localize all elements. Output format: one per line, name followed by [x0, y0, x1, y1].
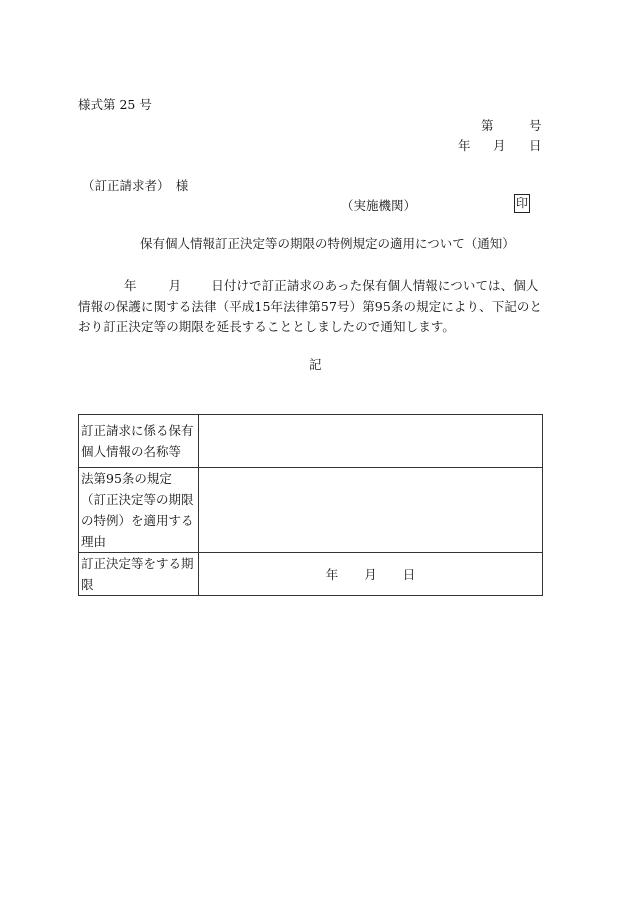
row-value: [199, 415, 543, 468]
body-text: 日付けで訂正請求のあった保有個人情報については、個人情報の保護に関する法律（平成15年法律第57号）第95条の規定により、下記のとおり訂正決定等の期限を延長することとしましたので通知します。: [78, 278, 543, 334]
issue-date-day: 日: [529, 138, 542, 153]
table-row: [79, 553, 543, 596]
doc-number-suffix: 号: [529, 118, 542, 133]
row-label: 訂正請求に係る保有個人情報の名称等: [79, 415, 199, 468]
row-value: [199, 468, 543, 553]
document-title: 保有個人情報訂正決定等の期限の特例規定の適用について（通知）: [140, 236, 515, 251]
ki-heading: 記: [309, 357, 322, 372]
table-row: [79, 415, 543, 468]
table-row: [79, 468, 543, 553]
deadline-date: [199, 553, 543, 596]
issuer-line: （実施機関）: [341, 198, 417, 213]
info-table: [78, 414, 543, 596]
body-paragraph: [78, 276, 548, 338]
issue-date-month: 月: [493, 138, 506, 153]
issue-date-year: 年: [458, 138, 471, 153]
doc-number-prefix: 第: [481, 118, 494, 133]
row-label: 訂正決定等をする期限: [79, 553, 199, 596]
deadline-month: 月: [364, 566, 377, 582]
body-month: 月: [168, 278, 182, 293]
recipient-line: （訂正請求者） 様: [82, 178, 189, 193]
deadline-year: 年: [325, 566, 339, 582]
body-year: 年: [124, 278, 137, 293]
seal-mark: 印: [514, 194, 530, 213]
form-number: 様式第 25 号: [78, 97, 152, 112]
deadline-day: 日: [402, 566, 416, 582]
row-label: 法第95条の規定（訂正決定等の期限の特例）を適用する理由: [79, 468, 199, 553]
